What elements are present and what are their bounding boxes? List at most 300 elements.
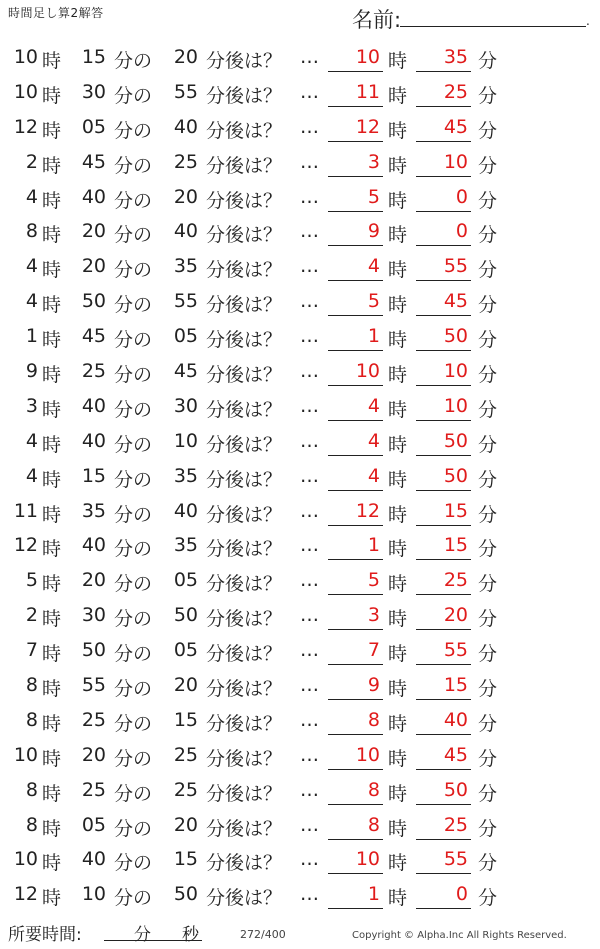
later-label: 分後は？ <box>206 224 283 247</box>
start-minute: 55 <box>81 674 106 697</box>
hour-label: 時 <box>42 50 62 72</box>
answer-minute-label: 分 <box>478 398 498 421</box>
start-minute: 50 <box>81 639 106 662</box>
later-label: 分後は？ <box>206 678 283 701</box>
minute-label: 分の <box>114 364 153 387</box>
answer-minute: 0 <box>455 185 468 208</box>
minute-label: 分の <box>114 503 153 526</box>
answer-hour-blank[interactable] <box>328 420 383 421</box>
time-taken-label: 所要時間: <box>8 925 82 945</box>
added-minutes: 50 <box>173 604 198 627</box>
minute-label: 分の <box>114 50 153 72</box>
added-minutes: 25 <box>173 150 198 173</box>
answer-minute: 20 <box>443 604 468 627</box>
hour-label: 時 <box>42 468 62 491</box>
answer-minute-blank[interactable] <box>416 420 471 421</box>
later-label: 分後は？ <box>206 398 283 421</box>
minute-label: 分の <box>114 119 153 142</box>
answer-hour-label: 時 <box>388 782 408 805</box>
start-hour: 4 <box>25 185 38 208</box>
answer-hour-blank[interactable] <box>328 490 383 491</box>
problem-row <box>0 214 600 249</box>
minute-label: 分の <box>114 259 153 282</box>
answer-hour-label: 時 <box>388 747 408 770</box>
ellipsis: … <box>300 464 319 487</box>
answer-minute: 25 <box>443 80 468 103</box>
problem-row <box>0 354 600 389</box>
later-label: 分後は？ <box>206 433 283 456</box>
answer-minute: 45 <box>443 290 468 313</box>
ellipsis: … <box>300 429 319 452</box>
answer-minute-label: 分 <box>478 50 498 72</box>
page-number: 272/400 <box>240 928 286 941</box>
minute-label: 分の <box>114 852 153 875</box>
answer-minute-blank[interactable] <box>416 664 471 665</box>
answer-hour-label: 時 <box>388 398 408 421</box>
added-minutes: 35 <box>173 534 198 557</box>
answer-hour: 10 <box>355 743 380 766</box>
answer-minute: 55 <box>443 848 468 871</box>
answer-minute-label: 分 <box>478 294 498 317</box>
problem-row <box>0 459 600 494</box>
later-label: 分後は？ <box>206 643 283 666</box>
answer-hour-label: 時 <box>388 678 408 701</box>
hour-label: 時 <box>42 852 62 875</box>
minute-label: 分の <box>114 538 153 561</box>
answer-hour: 8 <box>367 778 380 801</box>
answer-hour-label: 時 <box>388 224 408 247</box>
problem-row <box>0 738 600 773</box>
answer-hour: 12 <box>355 499 380 522</box>
hour-label: 時 <box>42 329 62 352</box>
start-minute: 40 <box>81 185 106 208</box>
ellipsis: … <box>300 848 319 871</box>
minute-label: 分の <box>114 189 153 212</box>
ellipsis: … <box>300 674 319 697</box>
answer-hour: 3 <box>367 150 380 173</box>
answer-hour-blank[interactable] <box>328 559 383 560</box>
problem-row <box>0 110 600 145</box>
answer-minute-blank[interactable] <box>416 106 471 107</box>
answer-minute: 10 <box>443 150 468 173</box>
answer-minute-blank[interactable] <box>416 280 471 281</box>
hour-label: 時 <box>42 782 62 805</box>
worksheet-title: 時間足し算2解答 <box>8 6 104 20</box>
problem-row <box>0 319 600 354</box>
problem-list <box>0 40 600 912</box>
start-minute: 15 <box>81 464 106 487</box>
hour-label: 時 <box>42 712 62 735</box>
minute-label: 分の <box>114 84 153 107</box>
start-minute: 25 <box>81 708 106 731</box>
hour-label: 時 <box>42 887 62 910</box>
answer-hour-blank[interactable] <box>328 629 383 630</box>
answer-hour-blank[interactable] <box>328 141 383 142</box>
start-hour: 11 <box>13 499 38 522</box>
start-minute: 25 <box>81 360 106 383</box>
answer-minute: 55 <box>443 639 468 662</box>
answer-hour: 10 <box>355 848 380 871</box>
answer-hour: 12 <box>355 115 380 138</box>
start-minute: 40 <box>81 429 106 452</box>
answer-hour-blank[interactable] <box>328 594 383 595</box>
answer-hour-label: 時 <box>388 433 408 456</box>
answer-hour-blank[interactable] <box>328 873 383 874</box>
answer-hour: 5 <box>367 185 380 208</box>
start-minute: 40 <box>81 534 106 557</box>
answer-hour-blank[interactable] <box>328 734 383 735</box>
answer-minute: 50 <box>443 778 468 801</box>
start-hour: 8 <box>25 778 38 801</box>
ellipsis: … <box>300 290 319 313</box>
name-dot: . <box>586 14 590 28</box>
answer-minute-label: 分 <box>478 573 498 596</box>
later-label: 分後は？ <box>206 503 283 526</box>
answer-minute: 10 <box>443 360 468 383</box>
minute-label: 分の <box>114 608 153 631</box>
answer-minute-blank[interactable] <box>416 839 471 840</box>
added-minutes: 40 <box>173 220 198 243</box>
answer-minute-label: 分 <box>478 259 498 282</box>
start-hour: 2 <box>25 604 38 627</box>
answer-hour-label: 時 <box>388 712 408 735</box>
added-minutes: 20 <box>173 674 198 697</box>
answer-minute: 0 <box>455 220 468 243</box>
minute-label: 分の <box>114 643 153 666</box>
hour-label: 時 <box>42 364 62 387</box>
later-label: 分後は？ <box>206 712 283 735</box>
answer-hour: 11 <box>355 80 380 103</box>
minute-label: 分の <box>114 573 153 596</box>
later-label: 分後は？ <box>206 538 283 561</box>
answer-minute-blank[interactable] <box>416 211 471 212</box>
answer-minute-blank[interactable] <box>416 71 471 72</box>
answer-minute-label: 分 <box>478 678 498 701</box>
ellipsis: … <box>300 743 319 766</box>
answer-minute-label: 分 <box>478 503 498 526</box>
hour-label: 時 <box>42 259 62 282</box>
answer-hour: 4 <box>367 394 380 417</box>
answer-minute: 10 <box>443 394 468 417</box>
problem-row <box>0 40 600 75</box>
answer-hour: 1 <box>367 325 380 348</box>
ellipsis: … <box>300 325 319 348</box>
answer-minute-blank[interactable] <box>416 629 471 630</box>
answer-minute-blank[interactable] <box>416 141 471 142</box>
answer-minute-blank[interactable] <box>416 385 471 386</box>
later-label: 分後は？ <box>206 852 283 875</box>
answer-hour-blank[interactable] <box>328 71 383 72</box>
answer-minute-label: 分 <box>478 608 498 631</box>
hour-label: 時 <box>42 154 62 177</box>
answer-hour-blank[interactable] <box>328 769 383 770</box>
hour-label: 時 <box>42 398 62 421</box>
answer-minute: 35 <box>443 46 468 68</box>
answer-hour-blank[interactable] <box>328 664 383 665</box>
answer-minute-blank[interactable] <box>416 245 471 246</box>
answer-hour-label: 時 <box>388 817 408 840</box>
problem-row <box>0 703 600 738</box>
answer-hour-blank[interactable] <box>328 525 383 526</box>
start-hour: 10 <box>13 848 38 871</box>
hour-label: 時 <box>42 573 62 596</box>
minute-label: 分の <box>114 224 153 247</box>
ellipsis: … <box>300 360 319 383</box>
answer-minute-label: 分 <box>478 782 498 805</box>
answer-hour-blank[interactable] <box>328 699 383 700</box>
problem-row <box>0 668 600 703</box>
answer-minute-label: 分 <box>478 364 498 387</box>
answer-minute-label: 分 <box>478 154 498 177</box>
answer-minute-blank[interactable] <box>416 594 471 595</box>
start-minute: 20 <box>81 743 106 766</box>
added-minutes: 05 <box>173 569 198 592</box>
answer-hour-blank[interactable] <box>328 804 383 805</box>
added-minutes: 25 <box>173 743 198 766</box>
hour-label: 時 <box>42 538 62 561</box>
later-label: 分後は？ <box>206 747 283 770</box>
later-label: 分後は？ <box>206 259 283 282</box>
ellipsis: … <box>300 708 319 731</box>
answer-minute: 50 <box>443 464 468 487</box>
minute-label: 分の <box>114 398 153 421</box>
answer-hour-blank[interactable] <box>328 350 383 351</box>
added-minutes: 45 <box>173 360 198 383</box>
added-minutes: 35 <box>173 464 198 487</box>
start-hour: 4 <box>25 464 38 487</box>
problem-row <box>0 842 600 877</box>
problem-row <box>0 75 600 110</box>
answer-minute: 15 <box>443 534 468 557</box>
copyright: Copyright © Alpha.Inc All Rights Reserved. <box>352 930 567 941</box>
answer-minute-label: 分 <box>478 119 498 142</box>
hour-label: 時 <box>42 503 62 526</box>
minute-label: 分の <box>114 712 153 735</box>
answer-hour-label: 時 <box>388 259 408 282</box>
hour-label: 時 <box>42 678 62 701</box>
answer-hour: 10 <box>355 46 380 68</box>
answer-minute: 25 <box>443 813 468 836</box>
answer-minute-blank[interactable] <box>416 490 471 491</box>
start-minute: 05 <box>81 813 106 836</box>
answer-hour-blank[interactable] <box>328 245 383 246</box>
later-label: 分後は？ <box>206 50 283 72</box>
added-minutes: 50 <box>173 883 198 906</box>
added-minutes: 20 <box>173 46 198 68</box>
start-hour: 12 <box>13 115 38 138</box>
added-minutes: 25 <box>173 778 198 801</box>
answer-hour-label: 時 <box>388 573 408 596</box>
problem-row <box>0 284 600 319</box>
minute-label: 分の <box>114 678 153 701</box>
answer-minute-label: 分 <box>478 747 498 770</box>
answer-hour: 5 <box>367 290 380 313</box>
ellipsis: … <box>300 604 319 627</box>
answer-minute-blank[interactable] <box>416 559 471 560</box>
answer-hour-blank[interactable] <box>328 106 383 107</box>
answer-minute-blank[interactable] <box>416 455 471 456</box>
answer-minute-blank[interactable] <box>416 350 471 351</box>
answer-hour-blank[interactable] <box>328 211 383 212</box>
answer-hour-blank[interactable] <box>328 315 383 316</box>
answer-minute-blank[interactable] <box>416 315 471 316</box>
answer-minute-blank[interactable] <box>416 176 471 177</box>
answer-minute: 45 <box>443 743 468 766</box>
start-hour: 4 <box>25 429 38 452</box>
later-label: 分後は？ <box>206 468 283 491</box>
start-minute: 45 <box>81 150 106 173</box>
answer-hour-blank[interactable] <box>328 908 383 909</box>
answer-minute: 15 <box>443 674 468 697</box>
later-label: 分後は？ <box>206 817 283 840</box>
added-minutes: 30 <box>173 394 198 417</box>
ellipsis: … <box>300 185 319 208</box>
problem-row <box>0 598 600 633</box>
later-label: 分後は？ <box>206 189 283 212</box>
problem-row <box>0 808 600 843</box>
start-minute: 30 <box>81 604 106 627</box>
answer-hour-label: 時 <box>388 84 408 107</box>
minute-label: 分の <box>114 887 153 910</box>
answer-hour-label: 時 <box>388 503 408 526</box>
ellipsis: … <box>300 813 319 836</box>
ellipsis: … <box>300 778 319 801</box>
start-minute: 05 <box>81 115 106 138</box>
minute-label: 分の <box>114 154 153 177</box>
answer-hour: 7 <box>367 639 380 662</box>
start-minute: 15 <box>81 46 106 68</box>
start-hour: 12 <box>13 883 38 906</box>
start-hour: 2 <box>25 150 38 173</box>
answer-minute-label: 分 <box>478 189 498 212</box>
answer-minute-label: 分 <box>478 887 498 910</box>
start-minute: 20 <box>81 255 106 278</box>
later-label: 分後は？ <box>206 782 283 805</box>
start-hour: 12 <box>13 534 38 557</box>
answer-hour-label: 時 <box>388 154 408 177</box>
answer-minute-blank[interactable] <box>416 769 471 770</box>
start-hour: 8 <box>25 813 38 836</box>
start-minute: 45 <box>81 325 106 348</box>
added-minutes: 20 <box>173 185 198 208</box>
later-label: 分後は？ <box>206 364 283 387</box>
answer-hour: 8 <box>367 813 380 836</box>
answer-hour-blank[interactable] <box>328 280 383 281</box>
answer-minute-blank[interactable] <box>416 699 471 700</box>
answer-minute: 45 <box>443 115 468 138</box>
answer-minute-blank[interactable] <box>416 804 471 805</box>
answer-hour: 9 <box>367 674 380 697</box>
added-minutes: 40 <box>173 115 198 138</box>
answer-hour-label: 時 <box>388 538 408 561</box>
ellipsis: … <box>300 569 319 592</box>
answer-minute-blank[interactable] <box>416 525 471 526</box>
hour-label: 時 <box>42 608 62 631</box>
hour-label: 時 <box>42 189 62 212</box>
start-hour: 10 <box>13 46 38 68</box>
answer-minute-label: 分 <box>478 712 498 735</box>
answer-hour-label: 時 <box>388 294 408 317</box>
answer-minute-label: 分 <box>478 433 498 456</box>
answer-minute: 50 <box>443 429 468 452</box>
start-minute: 10 <box>81 883 106 906</box>
start-hour: 3 <box>25 394 38 417</box>
answer-hour: 8 <box>367 708 380 731</box>
answer-hour: 4 <box>367 429 380 452</box>
later-label: 分後は？ <box>206 887 283 910</box>
answer-minute-label: 分 <box>478 538 498 561</box>
answer-minute-blank[interactable] <box>416 908 471 909</box>
start-minute: 40 <box>81 394 106 417</box>
answer-hour: 5 <box>367 569 380 592</box>
answer-minute-blank[interactable] <box>416 734 471 735</box>
minute-label: 分の <box>114 468 153 491</box>
start-minute: 20 <box>81 569 106 592</box>
answer-hour: 1 <box>367 534 380 557</box>
later-label: 分後は？ <box>206 329 283 352</box>
added-minutes: 55 <box>173 290 198 313</box>
answer-hour-label: 時 <box>388 608 408 631</box>
problem-row <box>0 389 600 424</box>
ellipsis: … <box>300 394 319 417</box>
time-min-label: 分 <box>134 925 151 945</box>
ellipsis: … <box>300 499 319 522</box>
ellipsis: … <box>300 220 319 243</box>
answer-minute: 40 <box>443 708 468 731</box>
added-minutes: 05 <box>173 639 198 662</box>
answer-minute-label: 分 <box>478 817 498 840</box>
answer-hour-blank[interactable] <box>328 455 383 456</box>
start-hour: 4 <box>25 290 38 313</box>
later-label: 分後は？ <box>206 608 283 631</box>
answer-hour: 3 <box>367 604 380 627</box>
start-hour: 8 <box>25 674 38 697</box>
start-minute: 25 <box>81 778 106 801</box>
hour-label: 時 <box>42 84 62 107</box>
hour-label: 時 <box>42 747 62 770</box>
answer-hour-label: 時 <box>388 468 408 491</box>
minute-label: 分の <box>114 329 153 352</box>
answer-hour: 4 <box>367 464 380 487</box>
answer-hour-blank[interactable] <box>328 385 383 386</box>
ellipsis: … <box>300 46 319 68</box>
answer-minute-label: 分 <box>478 224 498 247</box>
answer-hour-blank[interactable] <box>328 176 383 177</box>
answer-minute-blank[interactable] <box>416 873 471 874</box>
answer-minute-label: 分 <box>478 468 498 491</box>
start-hour: 1 <box>25 325 38 348</box>
later-label: 分後は？ <box>206 154 283 177</box>
answer-minute: 0 <box>455 883 468 906</box>
answer-hour-label: 時 <box>388 887 408 910</box>
hour-label: 時 <box>42 294 62 317</box>
answer-hour-label: 時 <box>388 189 408 212</box>
hour-label: 時 <box>42 119 62 142</box>
minute-label: 分の <box>114 294 153 317</box>
minute-label: 分の <box>114 747 153 770</box>
start-hour: 10 <box>13 80 38 103</box>
start-hour: 4 <box>25 255 38 278</box>
answer-minute: 50 <box>443 325 468 348</box>
answer-hour-label: 時 <box>388 364 408 387</box>
problem-row <box>0 180 600 215</box>
answer-hour: 10 <box>355 360 380 383</box>
later-label: 分後は？ <box>206 84 283 107</box>
start-hour: 8 <box>25 220 38 243</box>
start-hour: 10 <box>13 743 38 766</box>
name-line[interactable] <box>400 26 586 27</box>
answer-hour-blank[interactable] <box>328 839 383 840</box>
